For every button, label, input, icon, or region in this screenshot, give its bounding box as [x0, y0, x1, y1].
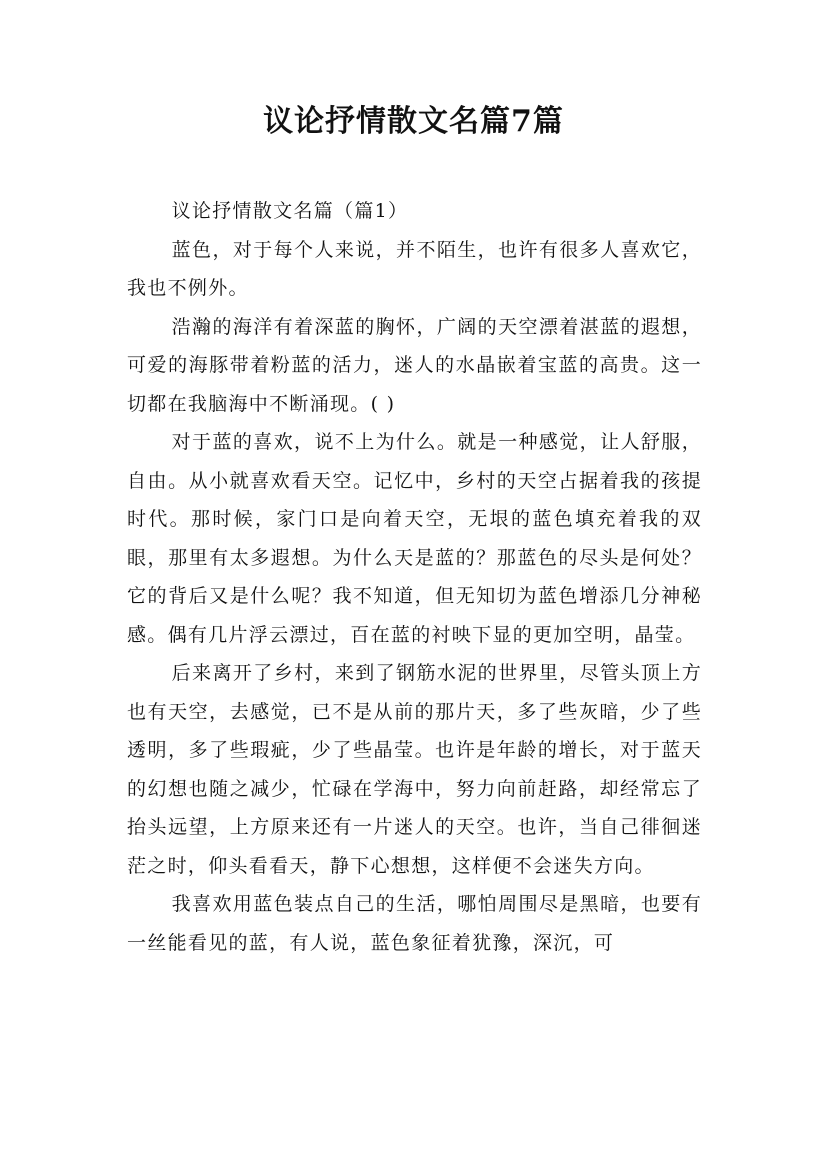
document-body	[127, 192, 702, 962]
paragraph: 对于蓝的喜欢，说不上为什么。就是一种感觉，让人舒服，自由。从小就喜欢看天空。记忆中，乡村的天空占据着我的孩提时代。那时候，家门口是向着天空，无垠的蓝色填充着我的双眼，那里有太多遐想。为什么天是蓝的？那蓝色的尽头是何处？它的背后又是什么呢？我不知道，但无知切为蓝色增添几分神秘感。偶有几片浮云漂过，百在蓝的衬映下显的更加空明，晶莹。	[127, 431, 702, 646]
paragraph: 我喜欢用蓝色装点自己的生活，哪怕周围尽是黑暗，也要有一丝能看见的蓝，有人说，蓝色象征着犹豫，深沉，可	[127, 893, 702, 954]
document-title: 议论抒情散文名篇7篇	[263, 104, 564, 139]
paragraph: 浩瀚的海洋有着深蓝的胸怀，广阔的天空漂着湛蓝的遐想，可爱的海豚带着粉蓝的活力，迷人的水晶嵌着宝蓝的高贵。这一切都在我脑海中不断涌现。( )	[127, 315, 702, 415]
section-heading: 议论抒情散文名篇（篇1）	[171, 200, 409, 222]
paragraph: 后来离开了乡村，来到了钢筋水泥的世界里，尽管头顶上方也有天空，去感觉，已不是从前的那片天，多了些灰暗，少了些透明，多了些瑕疵，少了些晶莹。也许是年龄的增长，对于蓝天的幻想也随之减少，忙碌在学海中，努力向前赶路，却经常忘了抬头远望，上方原来还有一片迷人的天空。也许，当自己徘徊迷茫之时，仰头看看天，静下心想想，这样便不会迷失方向。	[127, 662, 702, 877]
paragraph: 蓝色，对于每个人来说，并不陌生，也许有很多人喜欢它，我也不例外。	[127, 238, 702, 299]
